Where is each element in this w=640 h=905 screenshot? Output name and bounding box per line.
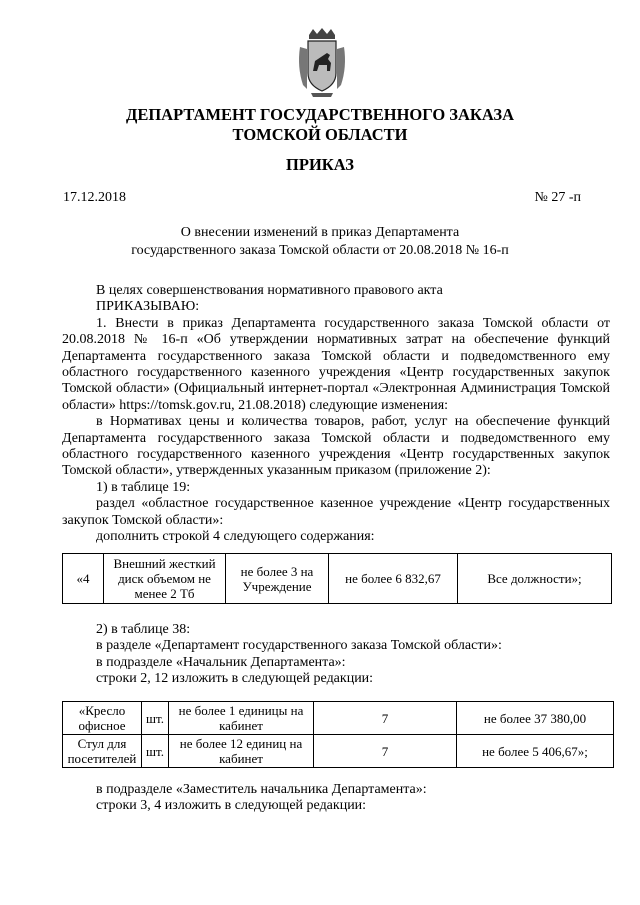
table-cell: Стул для посетителей [63,735,142,768]
paragraph: ПРИКАЗЫВАЮ: [96,299,200,315]
table-cell: Внешний жесткий диск объемом не менее 2 Тб [104,554,226,604]
paragraph: в подразделе «Начальник Департамента»: [96,654,346,670]
paragraph: раздел «областное государственное казенное учреждение «Центр государственных закупок Томской области»: [62,496,610,528]
paragraph: в разделе «Департамент государственного заказа Томской области»: [96,638,502,654]
table-cell: «Кресло офисное [63,702,142,735]
coat-of-arms-icon [297,27,347,99]
table-cell: Все должности»; [458,554,612,604]
document-type: ПРИКАЗ [286,155,354,174]
paragraph: 1) в таблице 19: [96,479,191,495]
table-cell: не более 12 единиц на кабинет [169,735,314,768]
table-row [63,554,612,604]
document-subject [0,224,640,260]
paragraph: строки 2, 12 изложить в следующей редакции: [96,671,374,687]
body-section-1 [62,283,610,546]
table-cell: не более 3 на Учреждение [226,554,329,604]
document-number: № 27 -п [534,190,581,205]
table-19-row [62,553,612,604]
department-name-line2: ТОМСКОЙ ОБЛАСТИ [232,125,408,144]
table-cell: шт. [142,735,169,768]
table-cell: не более 1 единицы на кабинет [169,702,314,735]
subject-line1: О внесении изменений в приказ Департамента [180,225,460,240]
table-cell: 7 [314,735,457,768]
department-name-line1: ДЕПАРТАМЕНТ ГОСУДАРСТВЕННОГО ЗАКАЗА [125,105,515,124]
table-cell: «4 [63,554,104,604]
document-date: 17.12.2018 [63,190,126,205]
paragraph: в Нормативах цены и количества товаров, работ, услуг на обеспечение функций Департамента государственного заказа Томской области и подведомственного ему областного государственного казенного учреждения «Центр государственных закупок Томской области», утвержденных указанным приказом (приложение 2): [62,414,610,479]
subject-line2: государственного заказа Томской области от 20.08.2018 № 16-п [131,243,509,258]
paragraph: дополнить строкой 4 следующего содержания: [96,529,375,545]
table-cell: не более 5 406,67»; [457,735,614,768]
paragraph: 1. Внести в приказ Департамента государственного заказа Томской области от 20.08.2018 № 16-п «Об утверждении нормативных затрат на обеспечение функций Департамента государственного заказа Томской области и подведомственного ему областного государственного казенного учреждения «Центр государственных закупок Томской области» (Официальный интернет-портал «Электронная Администрация Томской области» https://tomsk.gov.ru, 21.08.2018) следующие изменения: [62,315,610,413]
paragraph: строки 3, 4 изложить в следующей редакции: [96,798,367,814]
paragraph: в подразделе «Заместитель начальника Департамента»: [96,782,427,797]
table-cell: не более 37 380,00 [457,702,614,735]
table-cell: шт. [142,702,169,735]
table-38-rows [62,701,614,768]
table-row [63,735,614,768]
paragraph: В целях совершенствования нормативного правового акта [96,283,443,298]
body-section-3 [62,782,610,815]
table-cell: 7 [314,702,457,735]
body-section-2 [62,622,610,688]
paragraph: 2) в таблице 38: [96,622,191,637]
table-row [63,702,614,735]
table-cell: не более 6 832,67 [329,554,458,604]
